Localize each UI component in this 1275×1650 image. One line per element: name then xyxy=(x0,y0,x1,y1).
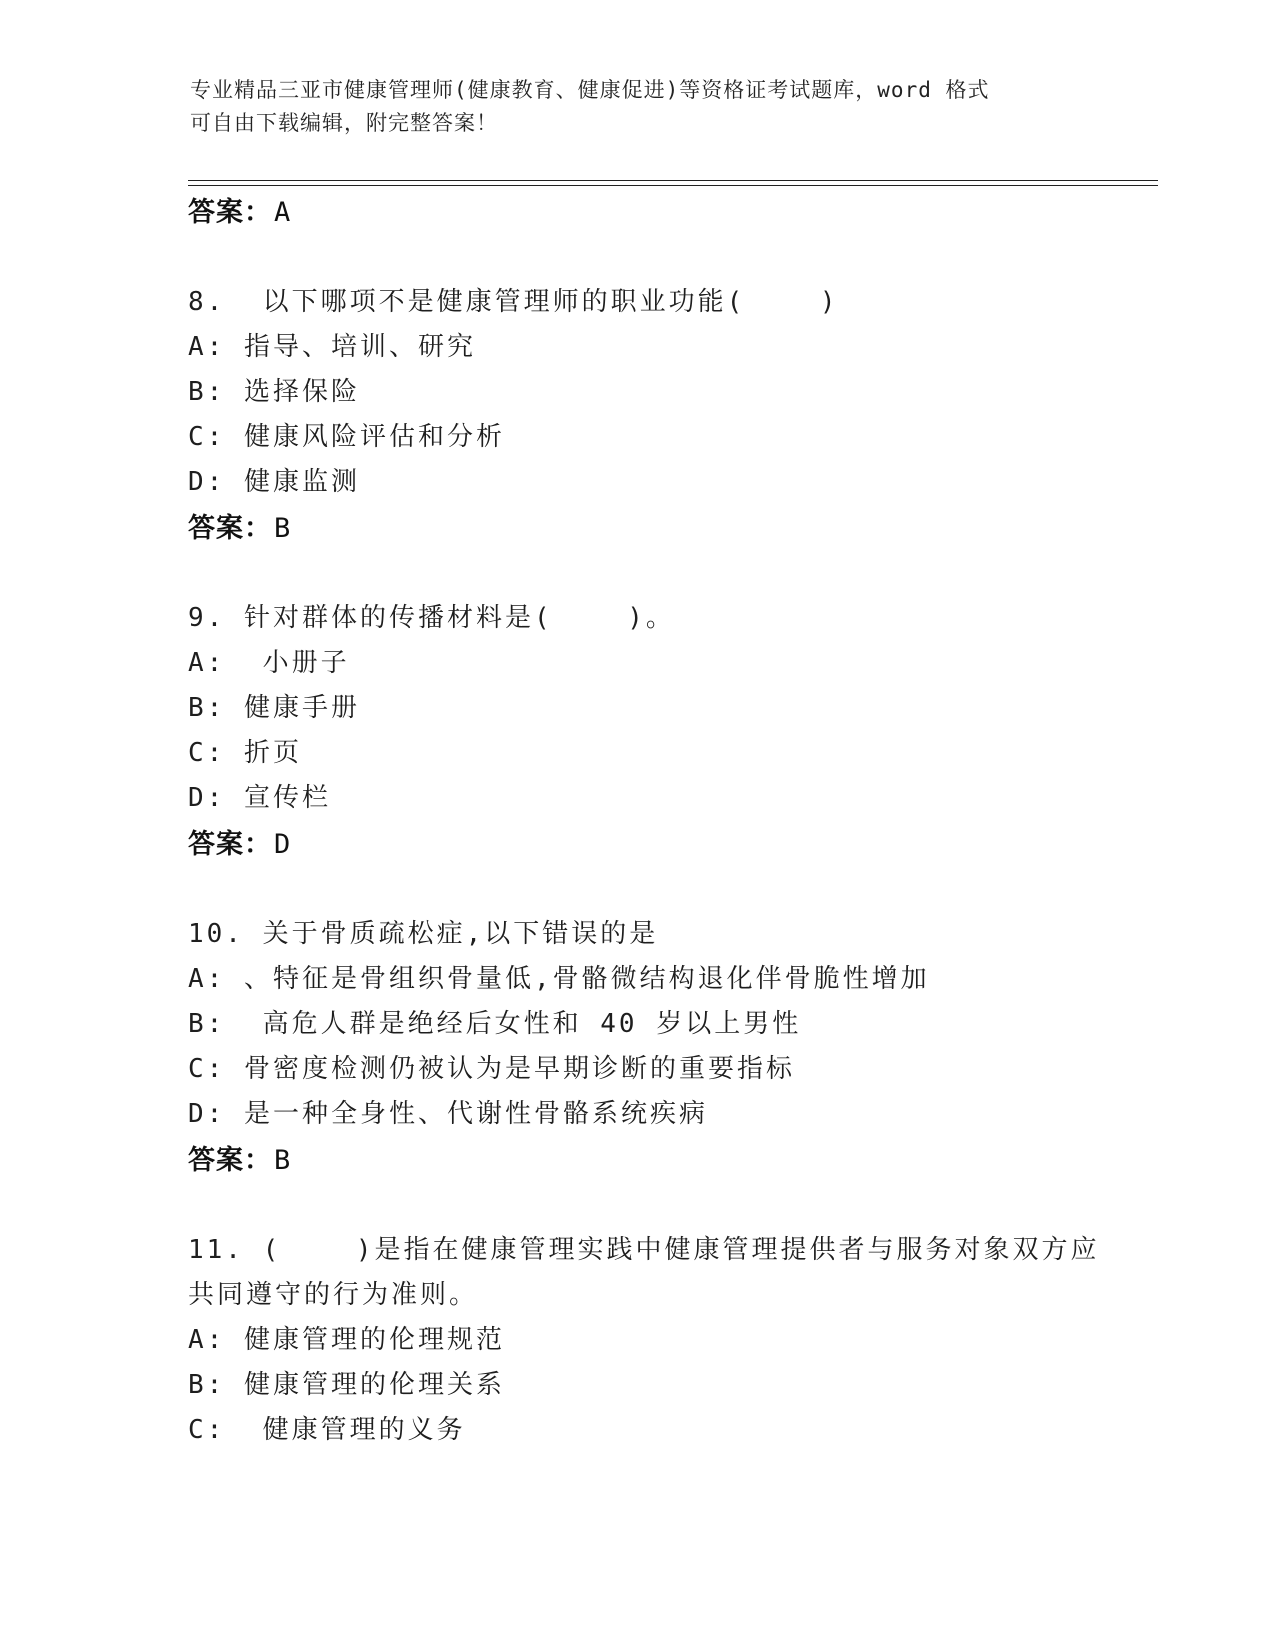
question-9-option-d: D: 宣传栏 xyxy=(188,783,331,813)
question-11-stem-line-1: 11. ( )是指在健康管理实践中健康管理提供者与服务对象双方应 xyxy=(188,1235,1100,1265)
answer-label: 答案： xyxy=(188,829,272,860)
header-line-1: 专业精品三亚市健康管理师(健康教育、健康促进)等资格证考试题库，word 格式 xyxy=(190,78,990,102)
answer-q8 xyxy=(188,506,291,545)
answer-label: 答案： xyxy=(188,513,272,544)
answer-value: B xyxy=(274,513,292,544)
question-8-stem: 8. 以下哪项不是健康管理师的职业功能( ) xyxy=(188,287,839,317)
question-10-stem: 10. 关于骨质疏松症,以下错误的是 xyxy=(188,919,659,949)
question-11-stem-line-2: 共同遵守的行为准则。 xyxy=(188,1280,479,1310)
question-9-option-b: B: 健康手册 xyxy=(188,693,360,723)
document-header xyxy=(190,74,1090,140)
header-divider-bottom xyxy=(188,185,1158,186)
question-9-option-c: C: 折页 xyxy=(188,738,302,768)
question-11-option-a: A: 健康管理的伦理规范 xyxy=(188,1325,505,1355)
question-8-option-d: D: 健康监测 xyxy=(188,467,360,497)
question-9-stem: 9. 针对群体的传播材料是( )。 xyxy=(188,603,675,633)
answer-label: 答案： xyxy=(188,197,272,228)
question-9-option-a: A: 小册子 xyxy=(188,648,350,678)
answer-label: 答案： xyxy=(188,1145,272,1176)
header-line-2: 可自由下载编辑，附完整答案！ xyxy=(190,111,498,135)
question-10-option-a: A: 、特征是骨组织骨量低,骨骼微结构退化伴骨脆性增加 xyxy=(188,964,930,994)
question-8-option-a: A: 指导、培训、研究 xyxy=(188,332,476,362)
question-11-option-c: C: 健康管理的义务 xyxy=(188,1415,466,1445)
answer-value: A xyxy=(274,197,292,228)
question-11-option-b: B: 健康管理的伦理关系 xyxy=(188,1370,505,1400)
question-10-option-d: D: 是一种全身性、代谢性骨骼系统疾病 xyxy=(188,1099,708,1129)
question-8-option-b: B: 选择保险 xyxy=(188,377,360,407)
answer-q9 xyxy=(188,822,291,861)
question-10-option-c: C: 骨密度检测仍被认为是早期诊断的重要指标 xyxy=(188,1054,795,1084)
answer-q7 xyxy=(188,190,291,229)
question-8-option-c: C: 健康风险评估和分析 xyxy=(188,422,505,452)
answer-q10 xyxy=(188,1138,291,1177)
answer-value: D xyxy=(274,829,292,860)
question-10-option-b: B: 高危人群是绝经后女性和 40 岁以上男性 xyxy=(188,1009,802,1039)
header-divider-top xyxy=(188,180,1158,181)
answer-value: B xyxy=(274,1145,292,1176)
